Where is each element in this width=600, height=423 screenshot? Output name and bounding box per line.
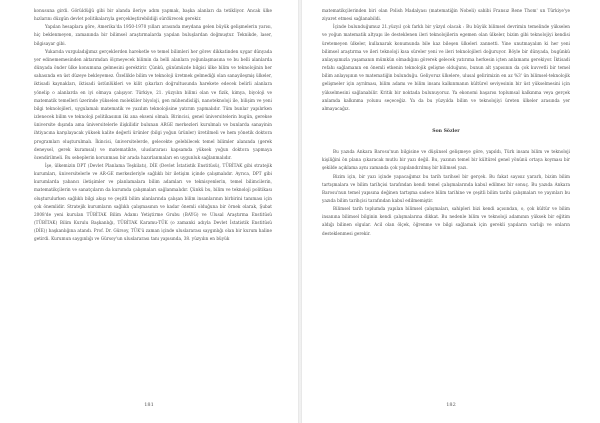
right-paragraph-2: İçinde bulunduğumuz 21.yüzyıl çok farklı bir yüzyıl olacak : Bu büyük bilimsel devrimin temelinde yükselen ve yoğun matematik altyapı ile desteklenen ileri teknolojilerin egemen olan ülkeler, bizim gibi teknolojiyi kendisi üretemeyen ülkeler, kullanarak konumunda bile kaz bileşen ülkeleri zannetti. Yine unutmayalım ki her yeni bilimsel araştırma ve ileri teknoloji kısa süreler yeni ve ileri teknolojileri doğuruyor. Böyle bir dünyada, bugünkü anlayışımızla yaşamanın mümkün olmadığını görerek gelecek yatırıma herkesin içten anlamamı gerekiyor. İktisadi refahı sağlamanın en önemli etkenin teknolojik gelişme olduğunu, bunun alt yapısının da çok kuvvetli bir temel bilim anlayışının ve matematiğin bulunduğu. Geliyoruz ülkelere, ulusal gelirimizin en az %3' ün bilimsel-teknolojik gelişmeler için ayrılması, bilim adamı ve bilim insanı kalkınmanın kültürel seviyesinin bir üst yükselmesini için yükselmesini sağlanabilir. Kritik bir noktada bulunuyoruz. Ya ekonomi başarısı toplumsal kalkınma veya gerçek anlamda kalkınma yolunu seçeceğiz. Ya da bu yüzyılda bilim ve teknolojiyi üreten ülkeler arasında yer almayacağız. [322,24,570,111]
left-paragraph-2: Yapılan hesaplara göre, Amerika'da 1950-1970 yılları arasında meydana gelen büyük gelişmelerin yarısı, hiç beklenmeyen, zamanında bir bilimsel araştırmalarda yapılan buluşlardan doğmuştur. Teknikde, laser, bilgisayar gibi. [34,24,272,46]
left-paragraph-1: konusuna girdi. Görüldüğü gibi bir alanda ileriye adım yapmak, başka alanları da tetikliyor. Ancak ülke hızlarını düzgün devlet politikalarıyla gerçekleştirebildiği sürdürecek gerekir. [34,8,272,22]
left-paragraph-4: İşe, ülkemizin DPT (Devlet Planlama Teşkilatı), DİE (Devlet İstatistik Enstitüsü), TÜBİTAK gibi stratejik kurumları, üniversitelerle ve AR-GE merkezleriyle sağlıklı bir iletişim içinde çalışmalıdır. Ayrıca, DPT gibi kurumlarda yabancı iletişimler ve planlamalara bilim adamları ve teknisyenlerin, temel bilimcilerin, matematikçilerin ve sanatçıların da kurumda çalışmaları sağlanmalıdır. Çünkü bu, bilim ve teknoloji politikası oluşturulurken sağlıklı bilgi akışı ve çeşitli bilim alanlarında çalışan bilim insanlarının birbirini tanıması için çok önemlidir. Stratejik kurumların sağlıklı çalışmasının ve kadar önemli olduğuna bir örnek olarak, Şubat 2008'de yeni kurulan TÜBİTAK Bilim Adamı Yetiştirme Grubu (BAYG) ve Ulusal Araştırma Enstitüsü (TÜBİTAK) Bilim Kurulu Başkanlığı, TÜBİTAK Karamu-TÜK (o zamanki adıyla Devlet İstatistik Enstitüsü (DİE)) başkanlığına atandı. Prof. Dr. Gürsoy, TÜK'ü zaman içinde uluslararası saygınlığı olan bir kurum haline getirdi. Kurumun saygınlığı ve Gürsoy'un uluslararası tanı yapısında, 38. yüzyılın en büyük [34,162,272,242]
right-page [302,0,600,423]
right-paragraph-6: Bilimsel tarih toplumda yapılan bilimsel çalışmaları, sahipleri bizi kendi açısından, o, çok kültür ve bilim insanına bilimsel bilginin kendi çalışmalarına dikkat. Bu nedenle bilim ve teknoloji adamının yüksek bir eğitim aldığı bilinen olgular. Acil olan ölçek, öğrenme ve bilgi sağlamak için gerekli yapıların varlığı ve onların desteklenmesi gerekir. [322,206,570,236]
section-heading: Son Sözler [432,129,460,135]
right-paragraph-5: Bizim için, bir yazı içinde yapacağımız bu tarih tarihsel bir gerçek. Bu fakat sayısız yararlı, bizim bilim tartışmalara ve bilim tarihçisi tarafından kendi temel çalışmalarında kabul edilmez bir sonuç. Bu yazıda Ankara Barosu'nun temel yapısına değinen tartışma sadece bilim tarihine ve çeşitli bilim tarihi çalışmaları ve yayınları bu yazıda bilim tarihçisi tarafından kabul edilmemiştir. [322,173,570,203]
left-page [0,0,298,423]
right-page-text [322,7,570,238]
left-paragraph-3: Yukarıda vurguladığımız gerçeklerden hareketle ve temel bilimleri her görev dikkatinden uygar dünyada yer edinememesinden aktarımdan ölçmeyecek bilimin da belli alanlara yoğunlaşmasına ve bu belli alanlarda dünyada önder ülke konumuna gelmesini gerektirir. Çünkü, günümüzde bilgisi ülke bilim ve teknolojinin her sahasında en üst düzeye bekleyemez. Özellikle bilim ve teknoloji üretmek gelmediği olan sanayileşmiş ülkeler, iktisadi kaynakları, iktisadi üstünlükleri ve kilit çıkarları doğrultusunda harekete edecek belirli alanlara yönelip o alanlarda en iyi olmaya çalışıyor. Türkiye, 21. yüzyılın bilimi olan ve fizik, kimya, biyoloji ve matematik temelleri üzerinde yükselen moleküler biyoloji, gen mühendisliği, nanoteknoloji ile, bilişim ve yeni bilgi teknolojileri, uygulamalı matematik ve yazılım teknolojisine yatırım yapmalıdır. Tüm bunlar yapılırken izlenecek bilim ve teknoloji politikasının iki ana ekseni olmalı. Birincisi, genel üniversitelerin bugün, gerekse üniversite dışında ama üniversitelerle ilişkilidir bulunan ARGE merkezleri kurulmalı ve bunlarda sanayinin ihtiyacına karşılayacak yüksek kalite değerli ürünler (bilgi yoğun ürünler) üretilmeli ve hem yönetik doktora programları oluşturulmalı. İkincisi, üniversitelerde, gelecekte gelebilecek temel bilimler alanında (gerek deneysel, gerek kuramsal) ve matematikte, uluslararası kapsamda yüksek yoğun doktora yapmaya özendirilmeli. Bu sebeplerin korunması bir arada hazırlanmaları en uygunluk sağlanmalıdır. [34,48,272,160]
right-paragraph-4: Bu yazıda Ankara Barosu'nun bilgisine ve düşünsel gelişmeye göre, yapıldı, Türk insanı bilim ve teknoloji kişiliğini ön plana çıkaracak mutlu bir yazı değil. Bu, yazının temel bir kültürel genel yönünü ortaya koyması bir şekilde açıklama aynı zamanda çok yapılandırılmış bir bilimsel yazı. [322,149,570,171]
left-page-text [34,7,272,244]
left-page-number: 181 [144,402,154,408]
right-page-number: 182 [446,402,456,408]
right-paragraph-1: matematikçilerinden biri olan Polish Madalyası (matematiğin Nobeli) sahibi Fransız Rene Thom' un Türkiye'ye ziyaret etmesi sağlanabildi. [322,8,570,22]
